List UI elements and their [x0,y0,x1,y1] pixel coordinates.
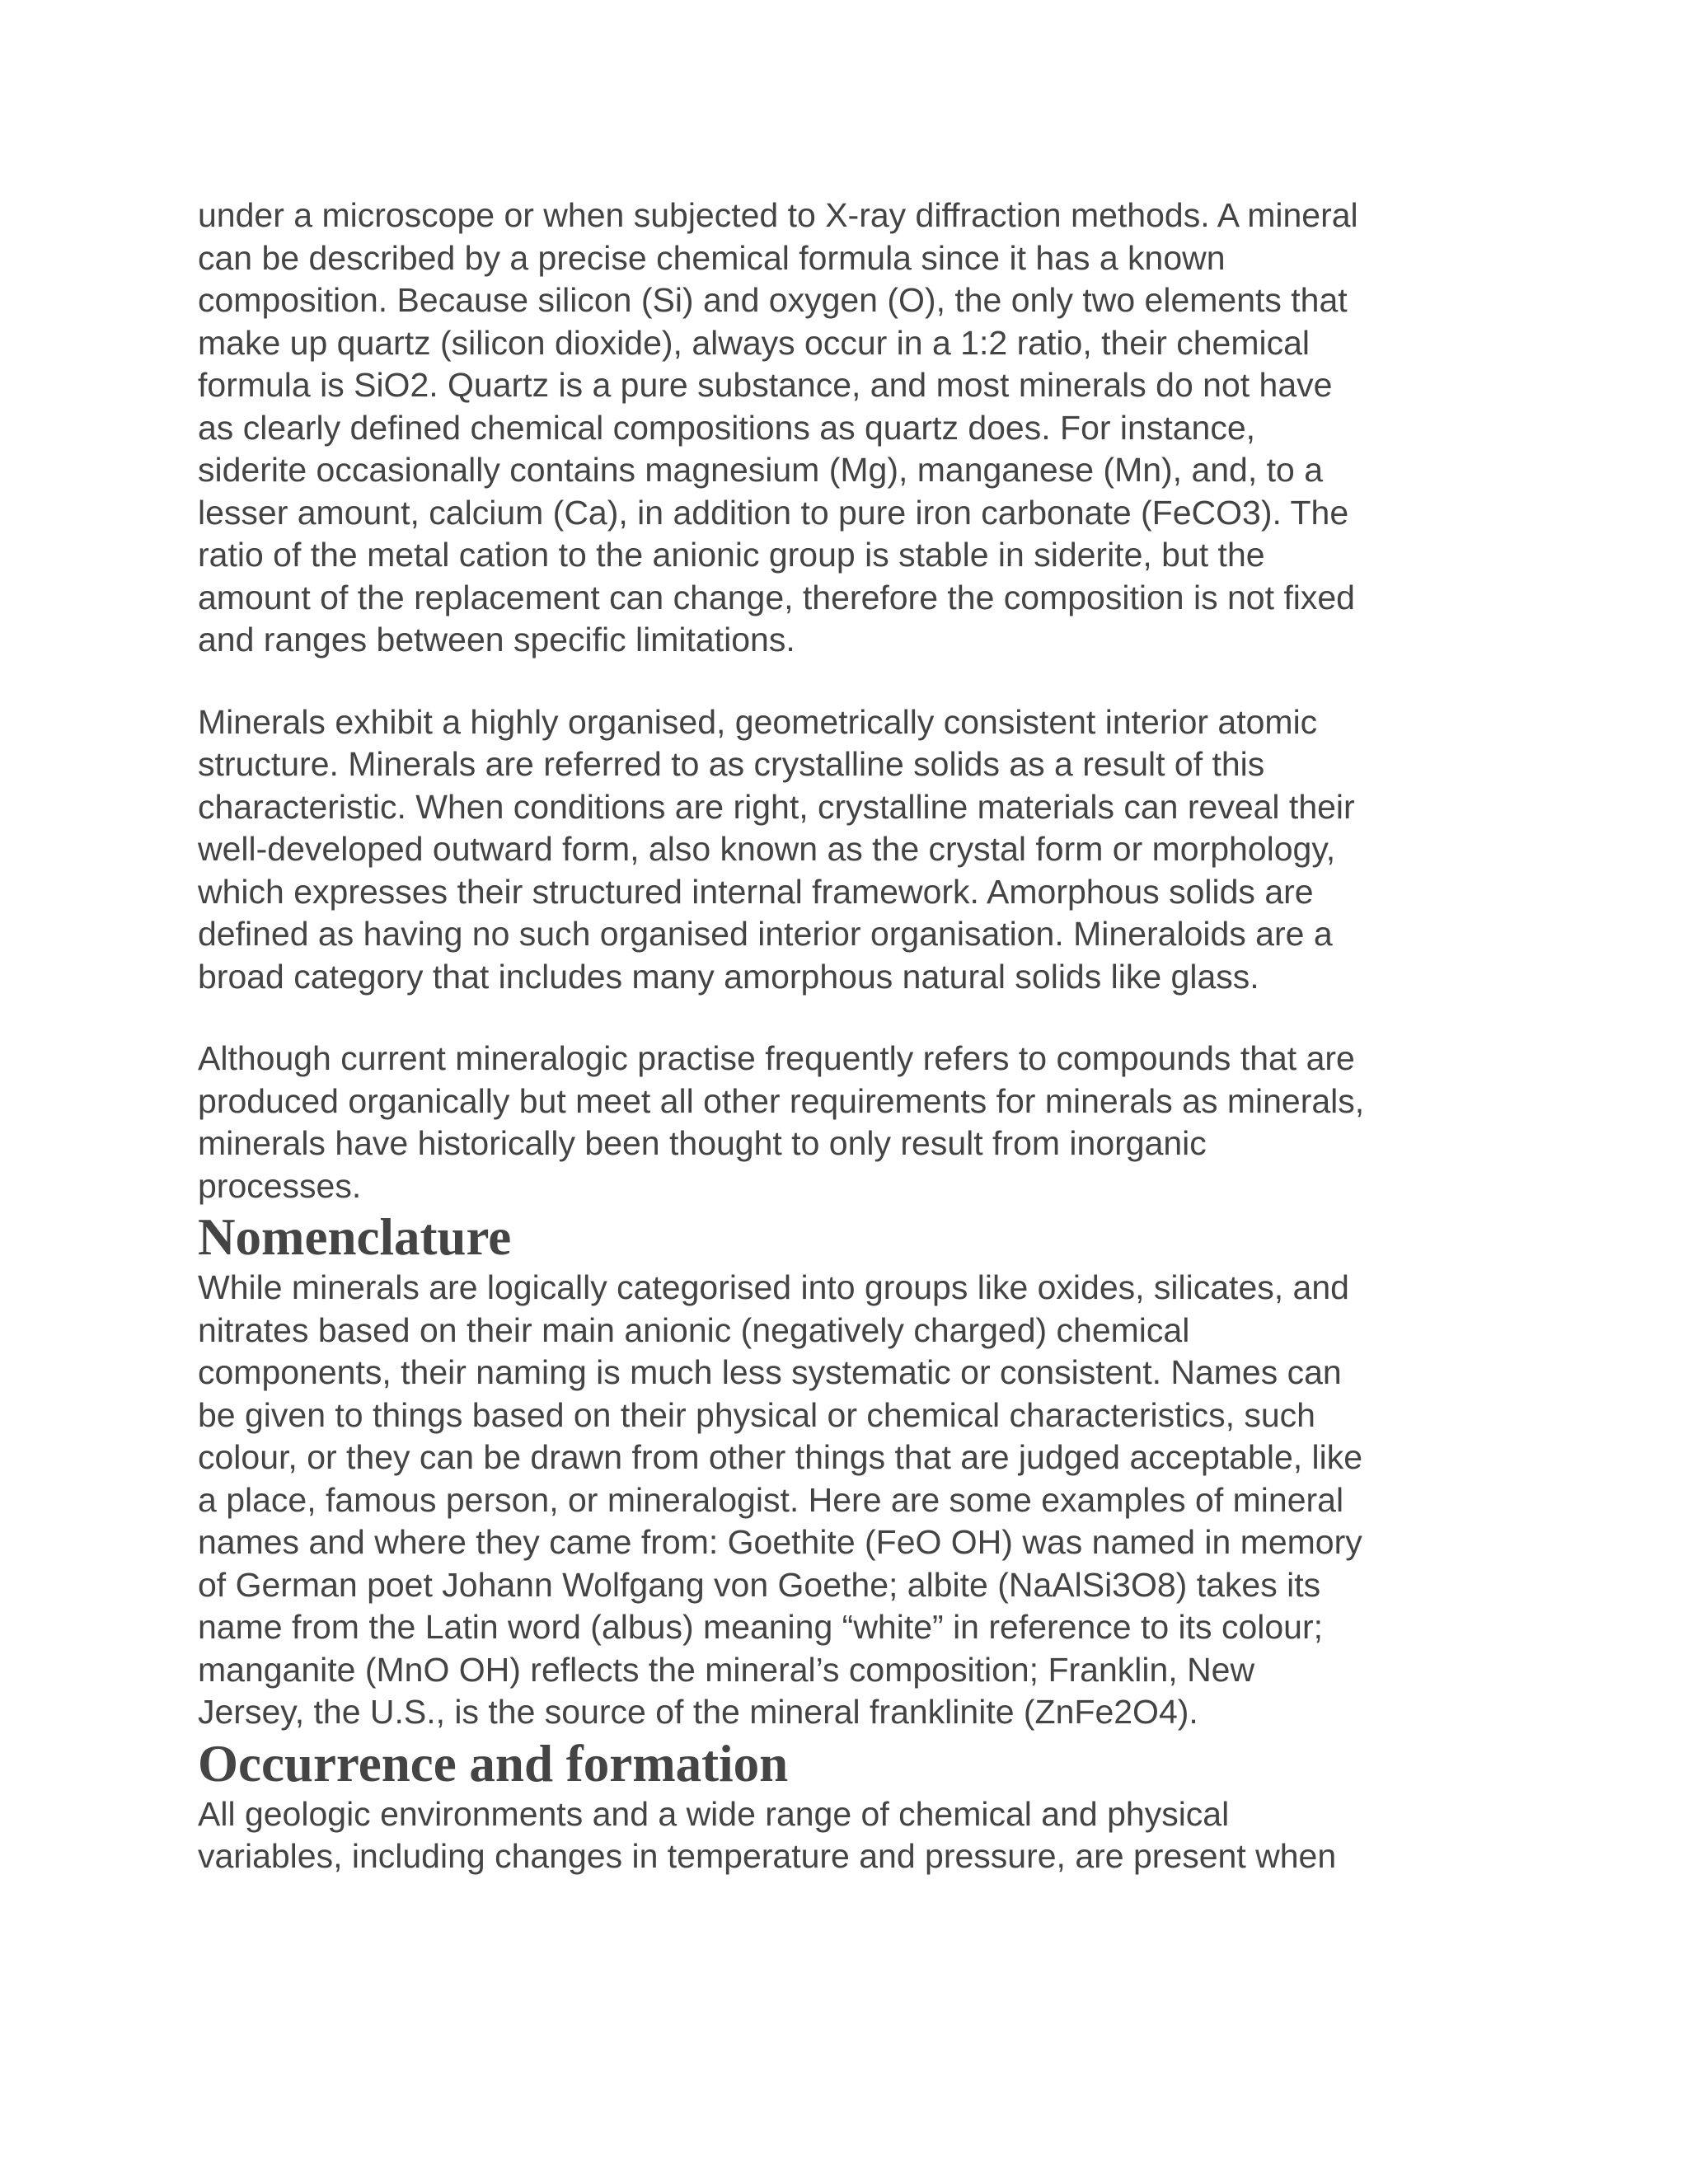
paragraph-nomenclature: While minerals are logically categorised into groups like oxides, silicates, and nitrates based on their main anionic (negatively charged) chemical components, their naming is much less systematic or consistent. Names can be given to things based on their physical or chemical characteristics, such colour, or they can be drawn from other things that are judged acceptable, like a place, famous person, or mineralogist. Here are some examples of mineral names and where they came from: Goethite (FeO OH) was named in memory of German poet Johann Wolfgang von Goethe; albite (NaAlSi3O8) takes its name from the Latin word (albus) meaning “white” in reference to its colour; manganite (MnO OH) reflects the mineral’s composition; Franklin, New Jersey, the U.S., is the source of the mineral franklinite (ZnFe2O4). [198,1268,1363,1731]
heading-occurrence-formation: Occurrence and formation [198,1734,789,1793]
paragraph-crystalline-structure: Minerals exhibit a highly organised, geometrically consistent interior atomic structure. Minerals are referred to as crystalline solids as a result of this characteristic. When conditions are right, crystalline materials can reveal their well-developed outward form, also known as the crystal form or morphology, which expresses their structured internal framework. Amorphous solids are defined as having no such organised interior organisation. Mineraloids are a broad category that includes many amorphous natural solids like glass. [198,702,1355,996]
paragraph-occurrence: All geologic environments and a wide range of chemical and physical variables, including changes in temperature and pressure, are present when [198,1794,1337,1875]
paragraph-organic-origin: Although current mineralogic practise frequently refers to compounds that are produced organically but meet all other requirements for minerals as minerals, minerals have historically been thought to only result from inorganic processes. [198,1039,1365,1205]
document-content [198,194,1500,1878]
heading-nomenclature: Nomenclature [198,1208,512,1266]
paragraph-mineral-composition: under a microscope or when subjected to X-ray diffraction methods. A mineral can be described by a precise chemical formula since it has a known composition. Because silicon (Si) and oxygen (O), the only two elements that make up quartz (silicon dioxide), always occur in a 1:2 ratio, their chemical formula is SiO2. Quartz is a pure substance, and most minerals do not have as clearly defined chemical compositions as quartz does. For instance, siderite occasionally contains magnesium (Mg), manganese (Mn), and, to a lesser amount, calcium (Ca), in addition to pure iron carbonate (FeCO3). The ratio of the metal cation to the anionic group is stable in siderite, but the amount of the replacement can change, therefore the composition is not fixed and ranges between specific limitations. [198,196,1358,658]
